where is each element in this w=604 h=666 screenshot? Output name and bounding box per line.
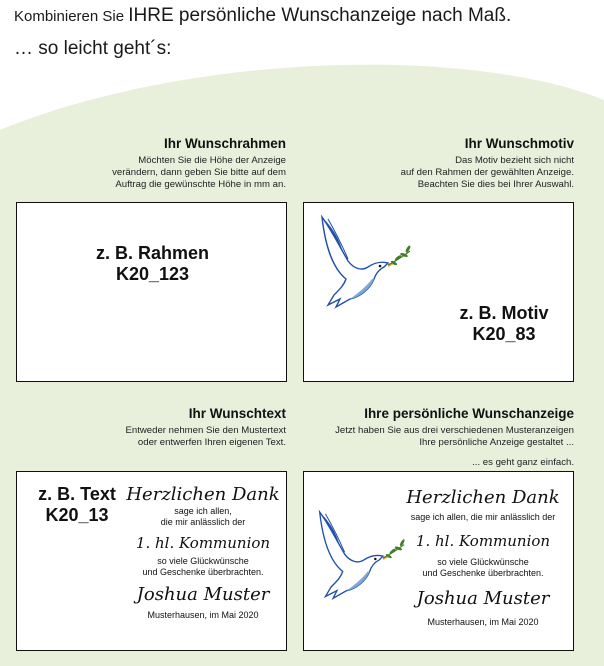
text-sample-line-b: die mir anlässlich der: [160, 517, 246, 527]
final-sample-occasion: 1. hl. Kommunion: [415, 532, 551, 550]
text-example-id: K20_13: [45, 505, 109, 525]
frame-section-desc-3: Auftrag die gewünschte Höhe in mm an.: [115, 179, 286, 190]
final-section-desc-1: Jetzt haben Sie aus drei verschiedenen Musteranzeigen: [335, 425, 574, 436]
final-sample-place-date: Musterhausen, im Mai 2020: [427, 617, 539, 627]
text-sample-line-a: sage ich allen,: [174, 506, 232, 516]
final-sample-name: Joshua Muster: [416, 588, 550, 609]
text-section-desc-2: oder entwerfen Ihren eigenen Text.: [137, 437, 286, 448]
final-section-tagline: ... es geht ganz einfach.: [472, 457, 574, 468]
frame-section-desc-1: Möchten Sie die Höhe der Anzeige: [138, 155, 286, 166]
text-sample-occasion: 1. hl. Kommunion: [135, 534, 271, 552]
frame-example-box: [16, 202, 287, 382]
final-example-box: [303, 471, 574, 651]
text-example-code: [25, 484, 129, 526]
headline: [14, 5, 511, 27]
frame-example-id: K20_123: [115, 264, 190, 284]
text-sample-line-c: so viele Glückwünsche: [157, 556, 249, 566]
motif-section-desc-2: auf den Rahmen der gewählten Anzeige.: [400, 167, 574, 178]
text-example-label: z. B. Text: [38, 484, 116, 504]
text-sample-ad: [125, 484, 281, 621]
final-sample-ad: [396, 486, 570, 628]
motif-section-header: [401, 136, 574, 191]
motif-section-desc-3: Beachten Sie dies bei Ihrer Auswahl.: [417, 179, 574, 190]
text-section-header: [125, 406, 286, 449]
motif-section-desc-1: Das Motiv bezieht sich nicht: [455, 155, 574, 166]
headline-emphasis: IHRE persönliche Wunschanzeige nach Maß.: [128, 5, 512, 26]
dove-icon: [314, 211, 414, 321]
text-sample-line-d: und Geschenke überbrachten.: [142, 567, 264, 577]
final-sample-heading: Herzlichen Dank: [406, 487, 560, 508]
headline-prefix: Kombinieren Sie: [14, 8, 129, 25]
frame-example-code: [17, 243, 287, 285]
motif-section-title: Ihr Wunschmotiv: [464, 136, 574, 151]
frame-section-header: [112, 136, 286, 191]
text-sample-name: Joshua Muster: [136, 584, 270, 605]
dove-icon: [312, 506, 408, 612]
motif-example-id: K20_83: [472, 324, 536, 344]
final-sample-line-d: und Geschenke überbrachten.: [422, 568, 544, 578]
final-sample-line-ab: sage ich allen, die mir anlässlich der: [410, 512, 556, 522]
frame-section-title: Ihr Wunschrahmen: [163, 136, 286, 151]
text-section-desc-1: Entweder nehmen Sie den Mustertext: [125, 425, 286, 436]
subheadline: … so leicht geht´s:: [14, 38, 172, 59]
text-sample-place-date: Musterhausen, im Mai 2020: [147, 610, 259, 620]
final-section-title: Ihre persönliche Wunschanzeige: [364, 406, 574, 421]
final-section-desc-2: Ihre persönliche Anzeige gestaltet ...: [419, 437, 574, 448]
final-sample-line-c: so viele Glückwünsche: [437, 557, 529, 567]
final-section-header: [335, 406, 574, 469]
text-sample-heading: Herzlichen Dank: [126, 484, 280, 505]
frame-example-label: z. B. Rahmen: [95, 243, 210, 263]
motif-example-code: [434, 303, 574, 345]
frame-section-desc-2: verändern, dann geben Sie bitte auf dem: [112, 167, 286, 178]
motif-example-box: [303, 202, 574, 382]
text-section-title: Ihr Wunschtext: [188, 406, 286, 421]
text-example-box: [16, 471, 287, 651]
motif-example-label: z. B. Motiv: [459, 303, 549, 323]
